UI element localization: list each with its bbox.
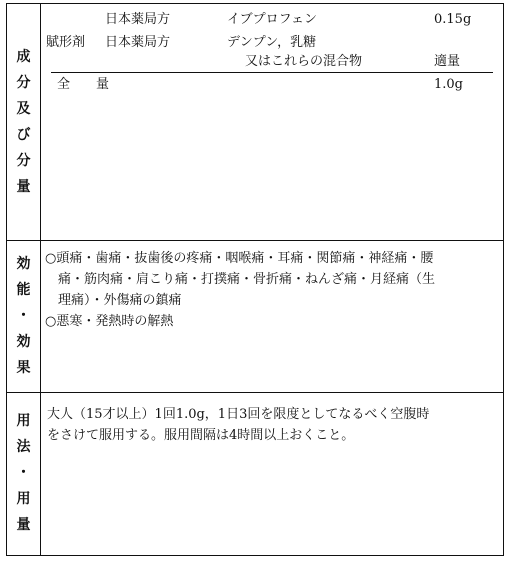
ingredient-name: イブプロフェン — [227, 12, 317, 27]
label-char: 分 — [16, 75, 31, 91]
row-divider — [7, 240, 503, 241]
label-char: 能 — [16, 282, 31, 298]
effects-label — [7, 240, 40, 392]
label-char: 分 — [16, 153, 31, 169]
effects-line: 痛・筋肉痛・肩こり痛・打撲痛・骨折痛・ねんざ痛・月経痛（生 — [45, 272, 436, 287]
ingredient-name: デンプン，乳糖 — [227, 35, 317, 50]
usage-label — [7, 392, 40, 554]
total-amount: 1.0g — [434, 77, 463, 92]
label-char: 用 — [16, 413, 31, 429]
ingredient-name-cont: 又はこれらの混合物 — [245, 54, 363, 69]
usage-line: 大人（15才以上）1回1.0g，1日3回を限度としてなるべく空腹時 — [47, 407, 430, 422]
label-char: 量 — [16, 179, 31, 195]
label-char: 用 — [16, 491, 31, 507]
total-label: 全 量 — [57, 77, 110, 92]
usage-line: をさけて服用する。服用間隔は4時間以上おくこと。 — [47, 428, 355, 443]
ingredient-amount: 0.15g — [434, 12, 472, 27]
label-char: 果 — [16, 360, 31, 376]
effects-line: ○頭痛・歯痛・抜歯後の疼痛・咽喉痛・耳痛・関節痛・神経痛・腰 — [45, 251, 434, 266]
row-divider — [7, 392, 503, 393]
effects-text — [45, 248, 435, 332]
label-char: び — [16, 127, 31, 143]
label-char: 量 — [16, 517, 31, 533]
ingredient-amount: 適量 — [434, 54, 461, 69]
label-char: 効 — [16, 334, 31, 350]
label-char: ・ — [16, 465, 31, 481]
effects-line: 理痛）・外傷痛の鎮痛 — [45, 293, 182, 308]
usage-text — [47, 404, 429, 446]
ingredient-category: 賦形剤 — [46, 35, 86, 50]
label-char: 法 — [16, 439, 31, 455]
column-divider — [40, 4, 41, 555]
label-char: ・ — [16, 308, 31, 324]
total-rule — [51, 72, 493, 73]
ingredient-source: 日本薬局方 — [105, 12, 171, 27]
effects-line: ○悪寒・発熱時の解熱 — [45, 314, 174, 329]
label-char: 効 — [16, 256, 31, 272]
ingredient-source: 日本薬局方 — [105, 35, 171, 50]
label-char: 成 — [16, 49, 31, 65]
label-char: 及 — [16, 101, 31, 117]
document-table — [6, 3, 504, 556]
ingredients-label — [7, 4, 40, 240]
